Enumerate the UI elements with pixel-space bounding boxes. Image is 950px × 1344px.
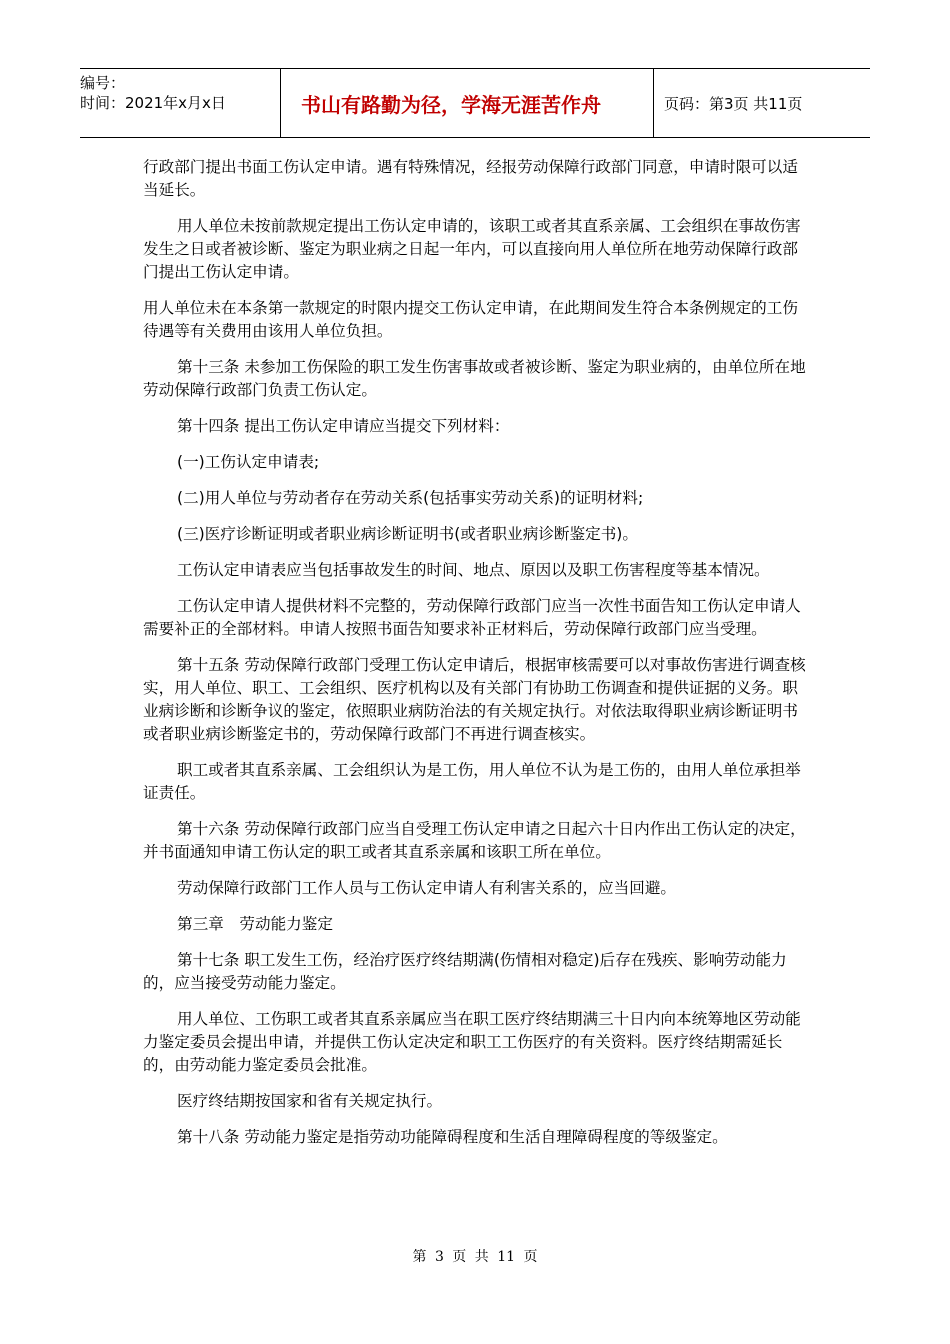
paragraph: 第十六条 劳动保障行政部门应当自受理工伤认定申请之日起六十日内作出工伤认定的决定，并书面通知申请工伤认定的职工或者其直系亲属和该职工所在单位。 <box>143 820 806 861</box>
paragraph: 行政部门提出书面工伤认定申请。遇有特殊情况，经报劳动保障行政部门同意，申请时限可以适当延长。 <box>143 158 798 199</box>
paragraph: 第十三条 未参加工伤保险的职工发生伤害事故或者被诊断、鉴定为职业病的，由单位所在地劳动保障行政部门负责工伤认定。 <box>143 358 806 399</box>
paragraph: 用人单位未在本条第一款规定的时限内提交工伤认定申请，在此期间发生符合本条例规定的工伤待遇等有关费用由该用人单位负担。 <box>143 299 798 340</box>
paragraph: 工伤认定申请表应当包括事故发生的时间、地点、原因以及职工伤害程度等基本情况。 <box>177 561 770 579</box>
paragraph: 劳动保障行政部门工作人员与工伤认定申请人有利害关系的，应当回避。 <box>177 879 677 897</box>
page-footer: 第 3 页 共 11 页 <box>412 1249 538 1265</box>
paragraph: (二)用人单位与劳动者存在劳动关系(包括事实劳动关系)的证明材料; <box>177 489 644 507</box>
paragraph: 职工或者其直系亲属、工会组织认为是工伤，用人单位不认为是工伤的，由用人单位承担举证责任。 <box>143 761 801 802</box>
paragraph: 工伤认定申请人提供材料不完整的，劳动保障行政部门应当一次性书面告知工伤认定申请人需要补正的全部材料。申请人按照书面告知要求补正材料后，劳动保障行政部门应当受理。 <box>143 597 801 638</box>
header-motto: 书山有路勤为径，学海无涯苦作舟 <box>280 69 654 137</box>
paragraph: (一)工伤认定申请表; <box>177 453 320 471</box>
paragraph: 医疗终结期按国家和省有关规定执行。 <box>177 1092 443 1110</box>
paragraph: (三)医疗诊断证明或者职业病诊断证明书(或者职业病诊断鉴定书)。 <box>177 525 638 543</box>
header-meta <box>80 69 280 137</box>
paragraph: 第十四条 提出工伤认定申请应当提交下列材料： <box>177 417 510 435</box>
document-number-label: 编号： <box>80 74 126 92</box>
paragraph: 第十五条 劳动保障行政部门受理工伤认定申请后，根据审核需要可以对事故伤害进行调查核实，用人单位、职工、工会组织、医疗机构以及有关部门有协助工伤调查和提供证据的义务。职业病诊断和诊断争议的鉴定，依照职业病防治法的有关规定执行。对依法取得职业病诊断证明书或者职业病诊断鉴定书的，劳动保障行政部门不再进行调查核实。 <box>143 656 806 743</box>
header-page-info: 页码：第3页 共11页 <box>664 94 803 113</box>
paragraph: 第十七条 职工发生工伤，经治疗医疗终结期满(伤情相对稳定)后存在残疾、影响劳动能力的，应当接受劳动能力鉴定。 <box>143 951 787 992</box>
paragraph: 用人单位未按前款规定提出工伤认定申请的，该职工或者其直系亲属、工会组织在事故伤害发生之日或者被诊断、鉴定为职业病之日起一年内，可以直接向用人单位所在地劳动保障行政部门提出工伤认定申请。 <box>143 217 801 281</box>
paragraph: 用人单位、工伤职工或者其直系亲属应当在职工医疗终结期满三十日内向本统筹地区劳动能力鉴定委员会提出申请，并提供工伤认定决定和职工工伤医疗的有关资料。医疗终结期需延长的，由劳动能力鉴定委员会批准。 <box>143 1010 801 1074</box>
paragraph: 第十八条 劳动能力鉴定是指劳动功能障碍程度和生活自理障碍程度的等级鉴定。 <box>177 1128 728 1146</box>
document-body <box>143 156 808 1162</box>
page-header <box>80 68 870 138</box>
chapter-heading: 第三章 劳动能力鉴定 <box>177 915 333 933</box>
document-time-label: 时间：2021年x月x日 <box>80 94 226 112</box>
